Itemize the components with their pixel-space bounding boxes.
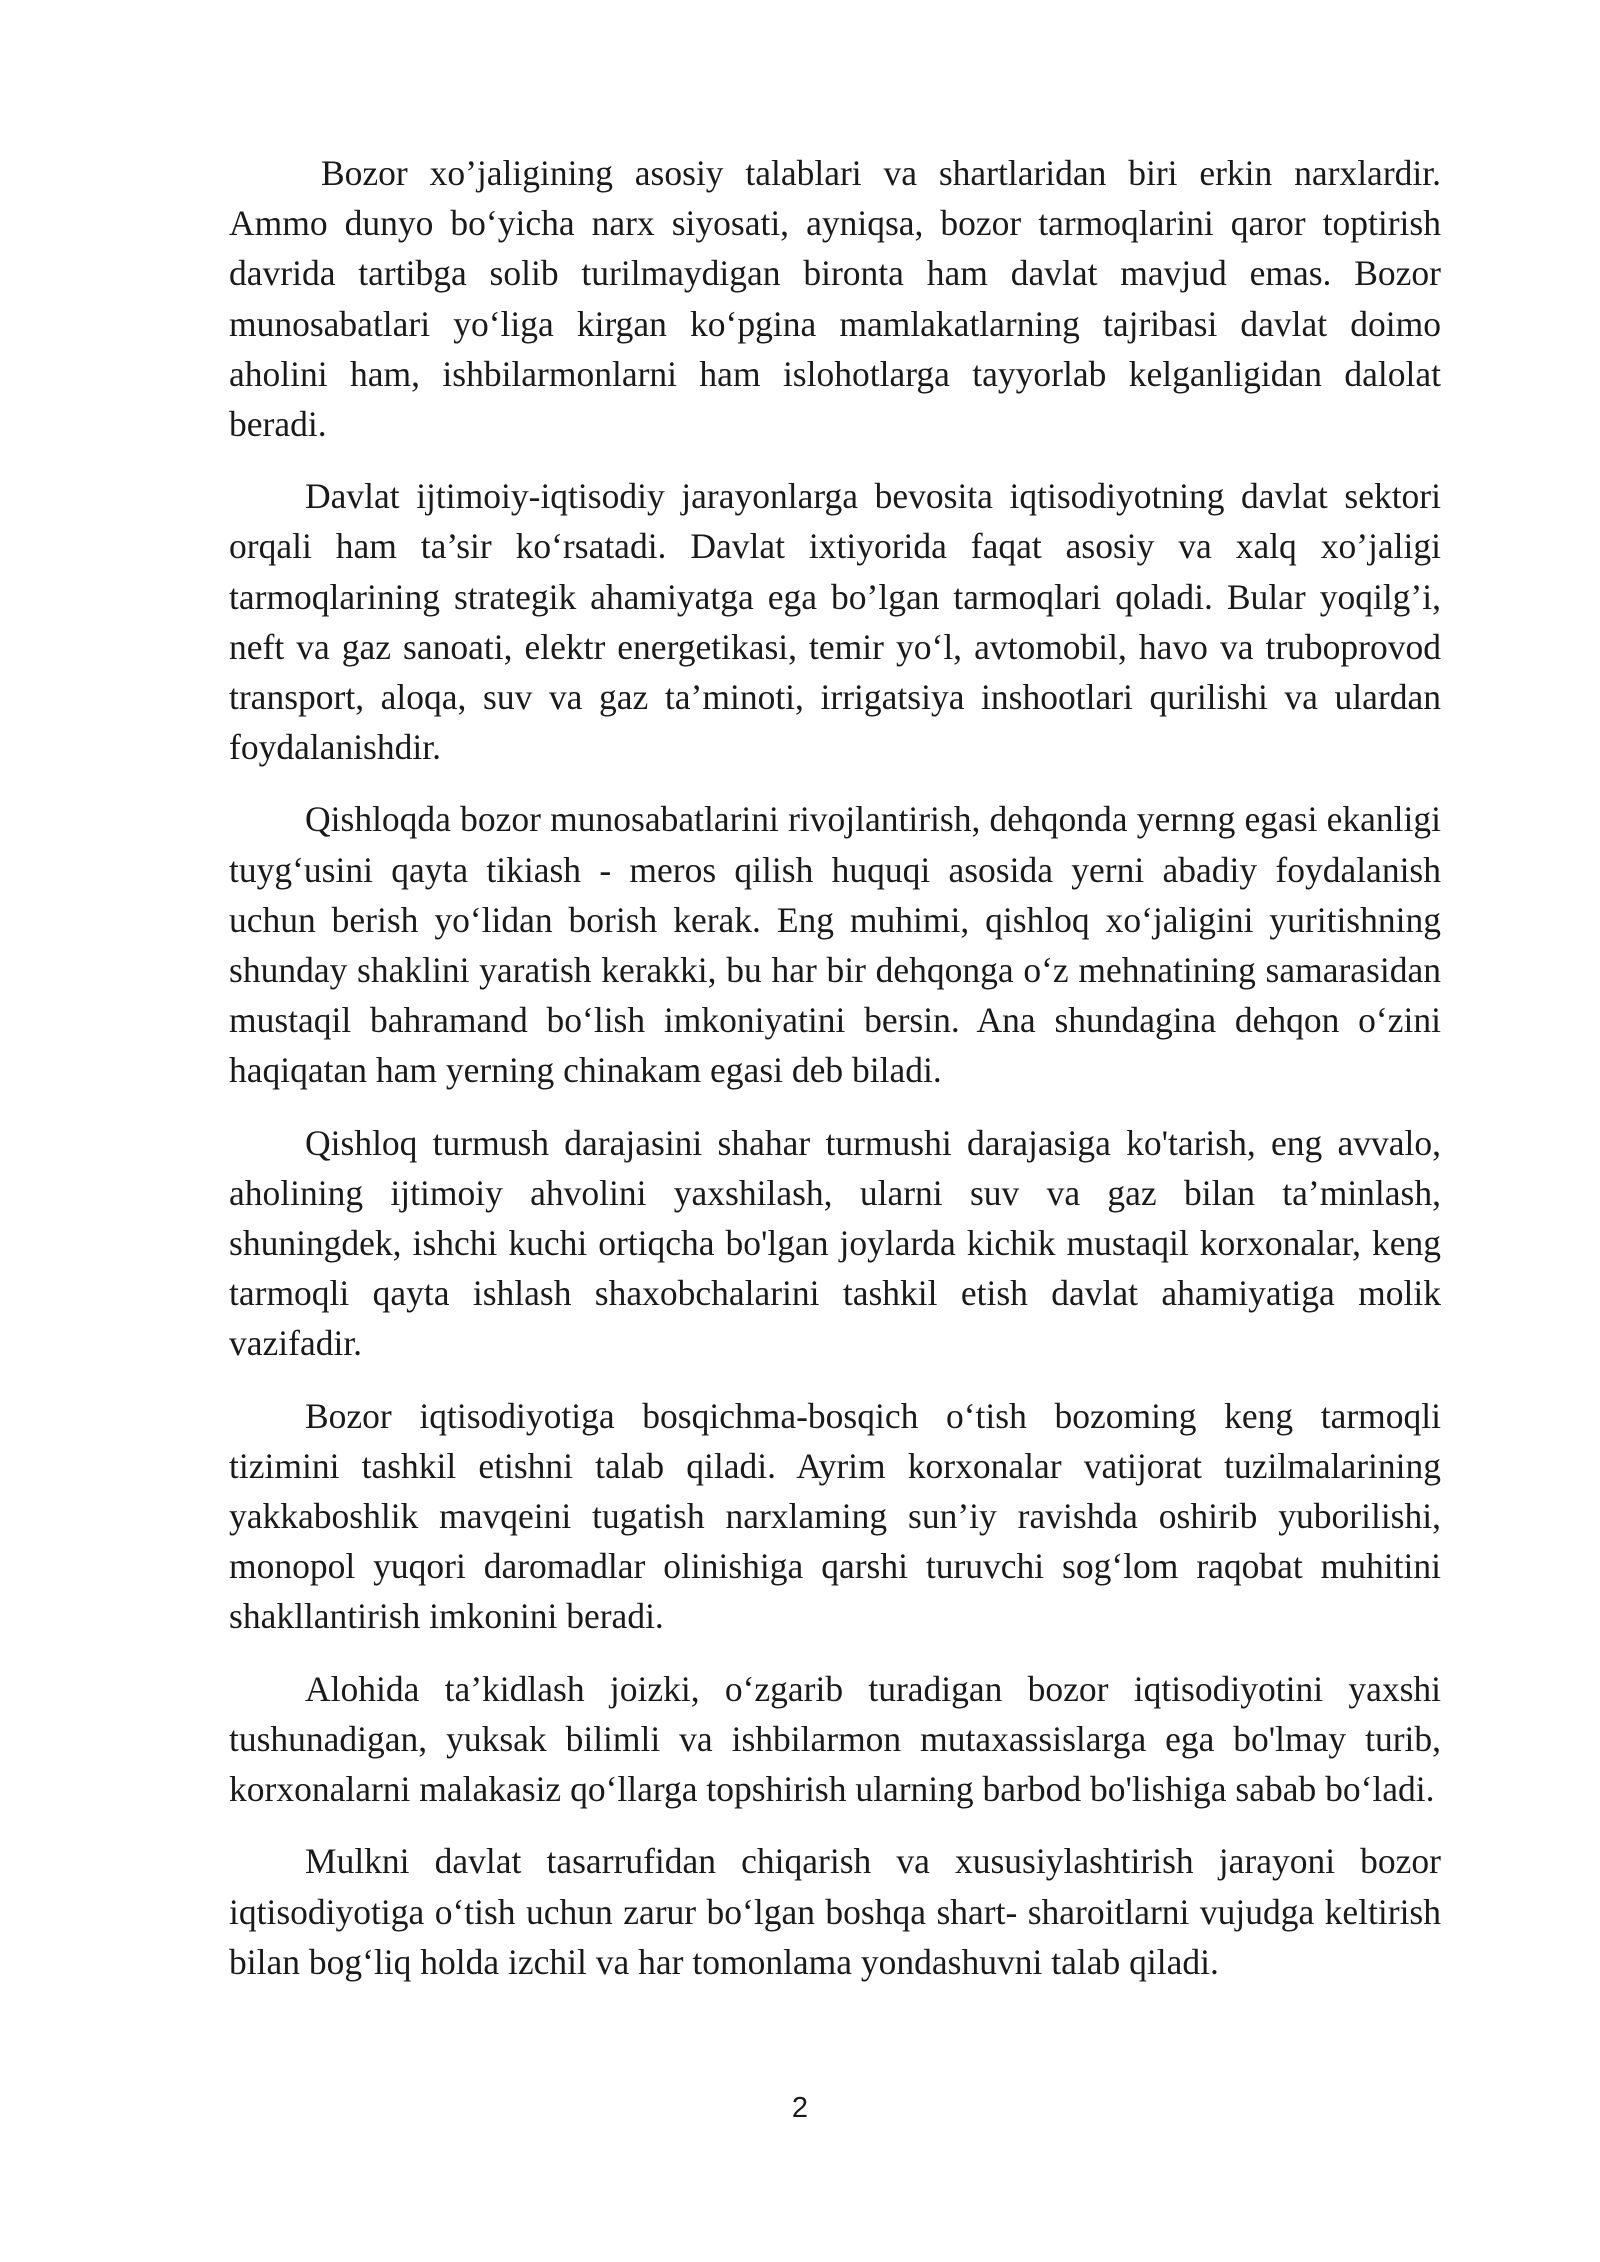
- paragraph: Davlat ijtimoiy-iqtisodiy jarayonlarga bevosita iqtisodiyotning davlat sektori orqali ham ta’sir ko‘rsatadi. Davlat ixtiyorida faqat asosiy va xalq xo’jaligi tarmoqlarining strategik ahamiyatga ega bo’lgan tarmoqlari qoladi. Bular yoqilg’i, neft va gaz sanoati, elektr energetikasi, temir yo‘l, avtomobil, havo va truboprovod transport, aloqa, suv va gaz ta’minoti, irrigatsiya inshootlari qurilishi va ulardan foydalanishdir.: [229, 476, 1441, 768]
- paragraph: Qishloqda bozor munosabatlarini rivojlantirish, dehqonda yernng egasi ekanligi tuyg‘usini qayta tikiash - meros qilish huquqi asosida yerni abadiy foydalanish uchun berish yo‘lidan borish kerak. Eng muhimi, qishloq xo‘jaligini yuritishning shunday shaklini yaratish kerakki, bu har bir dehqonga o‘z mehnatining samarasidan mustaqil bahramand bo‘lish imkoniyatini bersin. Ana shundagina dehqon o‘zini haqiqatan ham yerning chinakam egasi deb biladi.: [229, 799, 1441, 1091]
- paragraph: Mulkni davlat tasarrufidan chiqarish va xususiylashtirish jarayoni bozor iqtisodiyotiga o‘tish uchun zarur bo‘lgan boshqa shart- sharoitlarni vujudga keltirish bilan bog‘liq holda izchil va har tomonlama yondashuvni talab qiladi.: [229, 1841, 1441, 1982]
- paragraph: Bozor iqtisodiyotiga bosqichma-bosqich o‘tish bozoming keng tarmoqli tizimini tashkil etishni talab qiladi. Ayrim korxonalar vatijorat tuzilmalarining yakkaboshlik mavqeini tugatish narxlaming sun’iy ravishda oshirib yuborilishi, monopol yuqori daromadlar olinishiga qarshi turuvchi sog‘lom raqobat muhitini shakllantirish imkonini beradi.: [229, 1395, 1441, 1637]
- paragraph: Bozor xo’jaligining asosiy talablari va shartlaridan biri erkin narxlardir. Ammo dunyo bo‘yicha narx siyosati, ayniqsa, bozor tarmoqlarini qaror toptirish davrida tartibga solib turilmaydigan bironta ham davlat mavjud emas. Bozor munosabatlari yo‘liga kirgan ko‘pgina mamlakatlarning tajribasi davlat doimo aholini ham, ishbilarmonlarni ham islohotlarga tayyorlab kelganligidan dalolat beradi.: [229, 153, 1441, 445]
- paragraph: Alohida ta’kidlash joizki, o‘zgarib turadigan bozor iqtisodiyotini yaxshi tushunadigan, yuksak bilimli va ishbilarmon mutaxassislarga ega bo'lmay turib, korxonalarni malakasiz qo‘llarga topshirish ularning barbod bo'lishiga sabab bo‘ladi.: [229, 1668, 1441, 1810]
- document-body: [229, 148, 1441, 2009]
- paragraph: Qishloq turmush darajasini shahar turmushi darajasiga ko'tarish, eng avvalo, aholining ijtimoiy ahvolini yaxshilash, ularni suv va gaz bilan ta’minlash, shuningdek, ishchi kuchi ortiqcha bo'lgan joylarda kichik mustaqil korxonalar, keng tarmoqli qayta ishlash shaxobchalarini tashkil etish davlat ahamiyatiga molik vazifadir.: [229, 1122, 1441, 1364]
- page-number: 2: [791, 2092, 809, 2124]
